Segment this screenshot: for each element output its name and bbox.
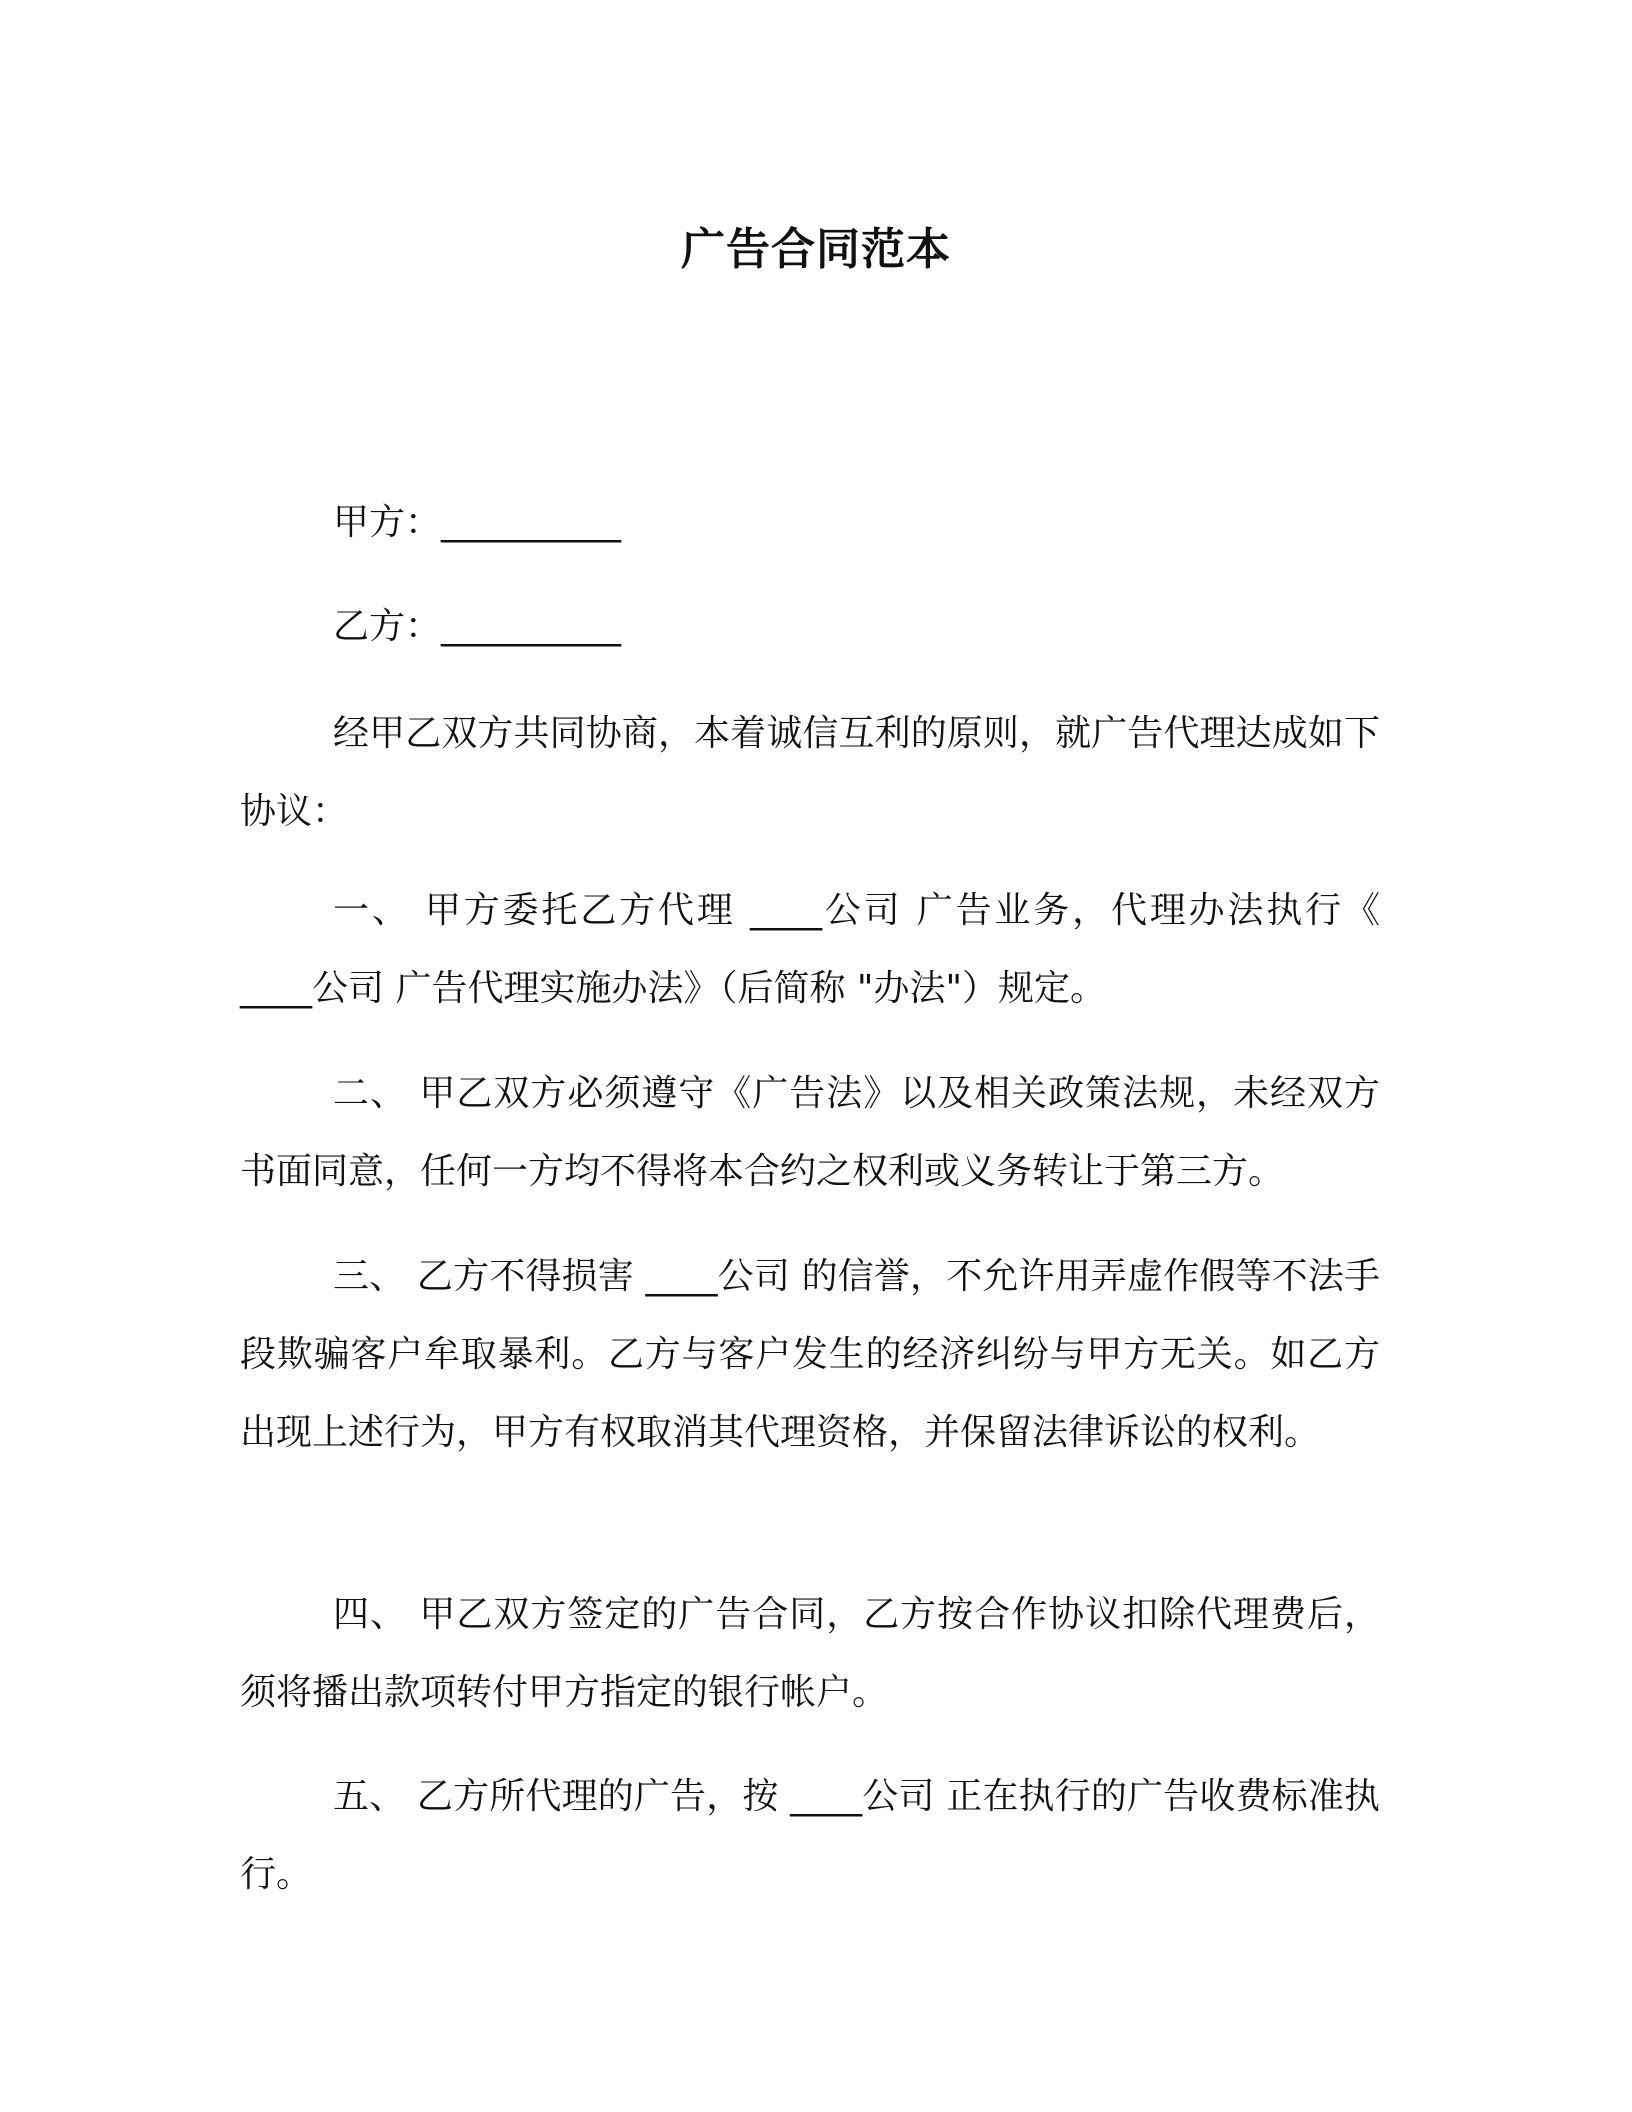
intro-paragraph: 经甲乙双方共同协商，本着诚信互利的原则，就广告代理达成如下协议： <box>240 713 1380 832</box>
clause-3: 三、 乙方不得损害 ____公司 的信誉，不允许用弄虚作假等不法手段欺骗客户牟取暴利。乙方与客户发生的经济纠纷与甲方无关。如乙方出现上述行为，甲方有权取消其代理资格，并保留法律诉讼的权利。 <box>240 1256 1380 1453</box>
clause-2: 二、 甲乙双方必须遵守《广告法》以及相关政策法规，未经双方书面同意，任何一方均不得将本合约之权利或义务转让于第三方。 <box>240 1073 1380 1192</box>
document-title: 广告合同范本 <box>681 224 951 275</box>
clause-5: 五、 乙方所代理的广告，按 ____公司 正在执行的广告收费标准执行。 <box>240 1776 1380 1895</box>
clause-4: 四、 甲乙双方签定的广告合同，乙方按合作协议扣除代理费后，须将播出款项转付甲方指定的银行帐户。 <box>240 1594 1380 1713</box>
party-a-line: 甲方：__________ <box>333 502 622 543</box>
clause-1: 一、 甲方委托乙方代理 ____公司 广告业务，代理办法执行《 ____公司 广告代理实施办法》（后简称 "办法"）规定。 <box>240 890 1380 1009</box>
party-b-line: 乙方：__________ <box>333 606 622 647</box>
